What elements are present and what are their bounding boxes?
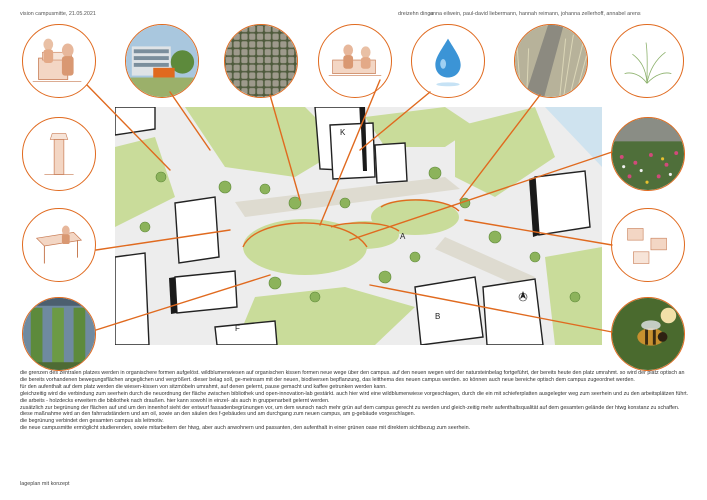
deck-sketch-icon bbox=[612, 209, 684, 281]
wildflower-meadow-circle bbox=[611, 117, 685, 191]
plant-sketch-icon bbox=[611, 25, 683, 97]
site-plan-drawing bbox=[115, 107, 602, 345]
bee-icon bbox=[612, 298, 684, 370]
paragraph: die grenzen des zentralen platzes werden in organischere formen aufgelöst. wildblumenwiesen auf organischen kissen formen neue wege über den campus. auf den neuen wegen wird der natursteinbelag fortgeführt, der bereits heute den platz umrahmt. so wird der platz optisch an die bereits vorhandenen bewegungsflächen angeglichen und vergrößert. dieser belag soll, ge-meinsam mit der neuen, biodiversen bepflanzung, das leitthema des neuen campus werden. so können auch neue bereiche optisch dem campus zugeordnet werden. bbox=[20, 370, 685, 383]
lounge-sketch-icon bbox=[319, 25, 391, 97]
water-drop-circle bbox=[411, 24, 485, 98]
paragraph: die neue campusmitte ermöglicht studierenden, sowie mitarbeitern der htwg, aber auch anwohnern und passanten, den aufenthalt in einer grünen oase mit direktem sichtbezug zum seerhein. bbox=[20, 425, 471, 432]
authors: anna eilwein, paul-david liebermann, hannah reimann, johanna zellerhoff, annabel arens bbox=[430, 11, 641, 17]
facade-green-icon bbox=[23, 298, 95, 370]
seating-sketch-circle bbox=[22, 24, 96, 98]
wildflower-icon bbox=[612, 118, 684, 190]
bench-sketch-circle bbox=[22, 208, 96, 282]
campus-building-icon bbox=[126, 25, 198, 97]
bee-photo-circle bbox=[611, 297, 685, 371]
deck-sketch-circle bbox=[611, 208, 685, 282]
building-label-k: K bbox=[340, 128, 346, 137]
paragraph: zusätzlich zur begrünung der flächen auf und um den innenhof sieht der entwurf fassadenbegrünungen vor, um dem wunsch nach mehr grün auf dem campus gerecht zu werden und gleich-zeitig mehr aufenthaltsqualität auf dem gesamten gelände der htwg konstanz zu schaffen. diese maßnahme wird an den fahrradständern und am oil, sowie an den säulen des f-gebäudes und am durchgang zum neuen campus, am g-gebäude vorgeschlagen. bbox=[20, 404, 680, 418]
seating-sketch-icon bbox=[23, 25, 95, 97]
green-facade-circle bbox=[22, 297, 96, 371]
paragraph: die begrünung verbindet den gesamten campus als leitmotiv. bbox=[20, 418, 164, 425]
paving-stone-circle bbox=[224, 24, 298, 98]
paving-texture-icon bbox=[225, 25, 297, 97]
drinking-fountain-circle bbox=[22, 117, 96, 191]
plan-caption: lageplan mit konzept bbox=[20, 481, 70, 487]
paragraph: für den aufenthalt auf dem platz werden die wiesen-kissen von sitzmöbeln umrahmt, auf denen gelernt, pause gemacht und kaffee getrunken werden kann. bbox=[20, 383, 387, 390]
lounge-sketch-circle bbox=[318, 24, 392, 98]
plant-sketch-circle bbox=[610, 24, 684, 98]
ornamental-grass-icon bbox=[515, 25, 587, 97]
campus-photo-circle bbox=[125, 24, 199, 98]
grass-path-circle bbox=[514, 24, 588, 98]
concept-description bbox=[20, 370, 692, 432]
building-label-a: A bbox=[400, 232, 406, 241]
building-label-b: B bbox=[435, 312, 441, 321]
bench-sketch-icon bbox=[23, 209, 95, 281]
building-label-f: F bbox=[235, 324, 240, 333]
paragraph: gleichzeitig wird die verbindung zum seerhein durch die neuordnung der fläche zwischen bibliothek und open-innovation-lab gestärkt. auch hier wird eine wildblumenwiese vorgeschlagen, durch die ein mit schieferplatten ausgelegter weg zum seerhein und zu den arbeitsplätzen führt. die arbeits - holzdecks erweitern die bibliothek nach draußen. hier kann sowohl in einzel- als auch in gruppenarbeit gelernt werden. bbox=[20, 390, 689, 404]
project-title: vision campusmitte, 21.05.2021 bbox=[20, 11, 96, 17]
water-drop-icon bbox=[412, 25, 484, 97]
fountain-sketch-icon bbox=[23, 118, 95, 190]
site-plan bbox=[115, 107, 602, 345]
team-name: dreizehn dinge bbox=[398, 11, 434, 17]
